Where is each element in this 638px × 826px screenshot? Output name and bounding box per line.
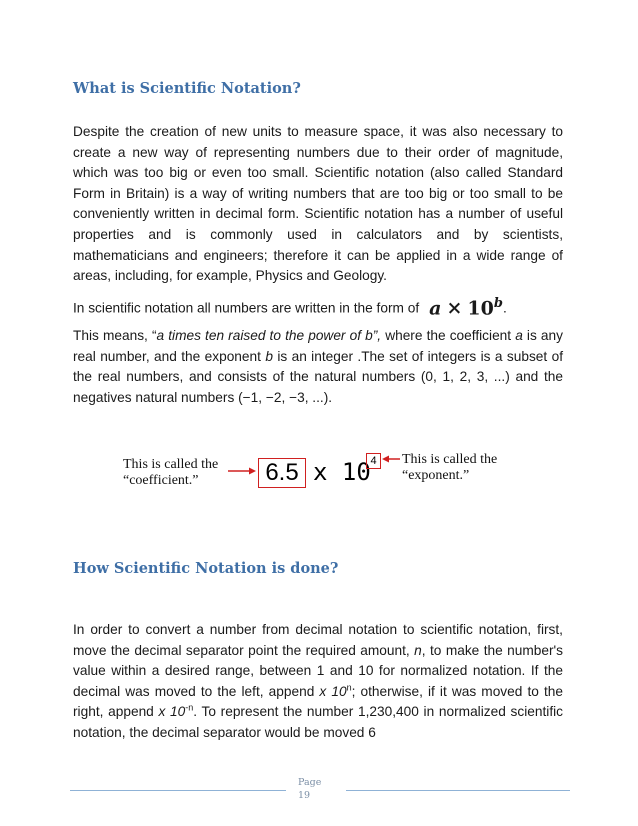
exponent-label: This is called the “exponent.” — [402, 452, 498, 483]
coefficient-box: 6.5 — [258, 458, 306, 488]
formula-a-times-10-b: $a \times 10^b$ — [429, 296, 503, 320]
form-paragraph: In scientific notation all numbers are written in the form of $a \times 10^b$. — [73, 296, 507, 320]
meaning-paragraph: This means, “a times ten raised to the power of b”, where the coefficient a is any real number, and the exponent b is an integer .The set of integers is a subset of the real numbers, and consists of the natural numbers (0, 1, 2, 3, ...) and the negatives natural numbers (−1, −2, −3, ...). — [73, 328, 563, 405]
exponent-arrowhead — [382, 456, 389, 463]
conversion-paragraph: In order to convert a number from decimal notation to scientific notation, first, move the decimal separator point the required amount, n, to make the number's value within a desired range, between 1 and 10 for normalized notation. If the decimal was moved to the left, append x 10$^n$; otherwise, if it was moved to the right, append x $10^{-n}$. To represent the number 1,230,400 in normalized scientific notation, the decimal separator would be moved 6 — [73, 622, 564, 740]
coefficient-label: This is called the “coefficient.” — [123, 457, 219, 488]
coefficient-arrowhead — [249, 468, 256, 475]
footer-rule-right — [346, 790, 570, 791]
scientific-notation-diagram — [0, 440, 638, 510]
footer-rule-left — [70, 790, 286, 791]
section-heading-what-is: What is Scientific Notation? — [73, 80, 301, 97]
section-heading-how-done: How Scientific Notation is done? — [73, 560, 339, 577]
page-number: Page 19 — [298, 777, 322, 801]
exponent-box: 4 — [366, 453, 381, 469]
form-paragraph-text: In scientific notation all numbers are written in the form of — [73, 300, 420, 316]
times-ten-text: x 10 — [313, 458, 371, 486]
intro-paragraph: Despite the creation of new units to measure space, it was also necessary to create a new way of representing numbers due to their order of magnitude, which was too big or even too small. Scientific notation (also called Standard Form in Britain) is a way of writing numbers that are too big or too small to be conveniently written in decimal form. Scientific notation has a number of useful properties and is commonly used in calculators and by scientists, mathematicians and engineers; therefore it can be applied in a wide range of areas, including, for example, Physics and Geology. — [73, 124, 563, 284]
